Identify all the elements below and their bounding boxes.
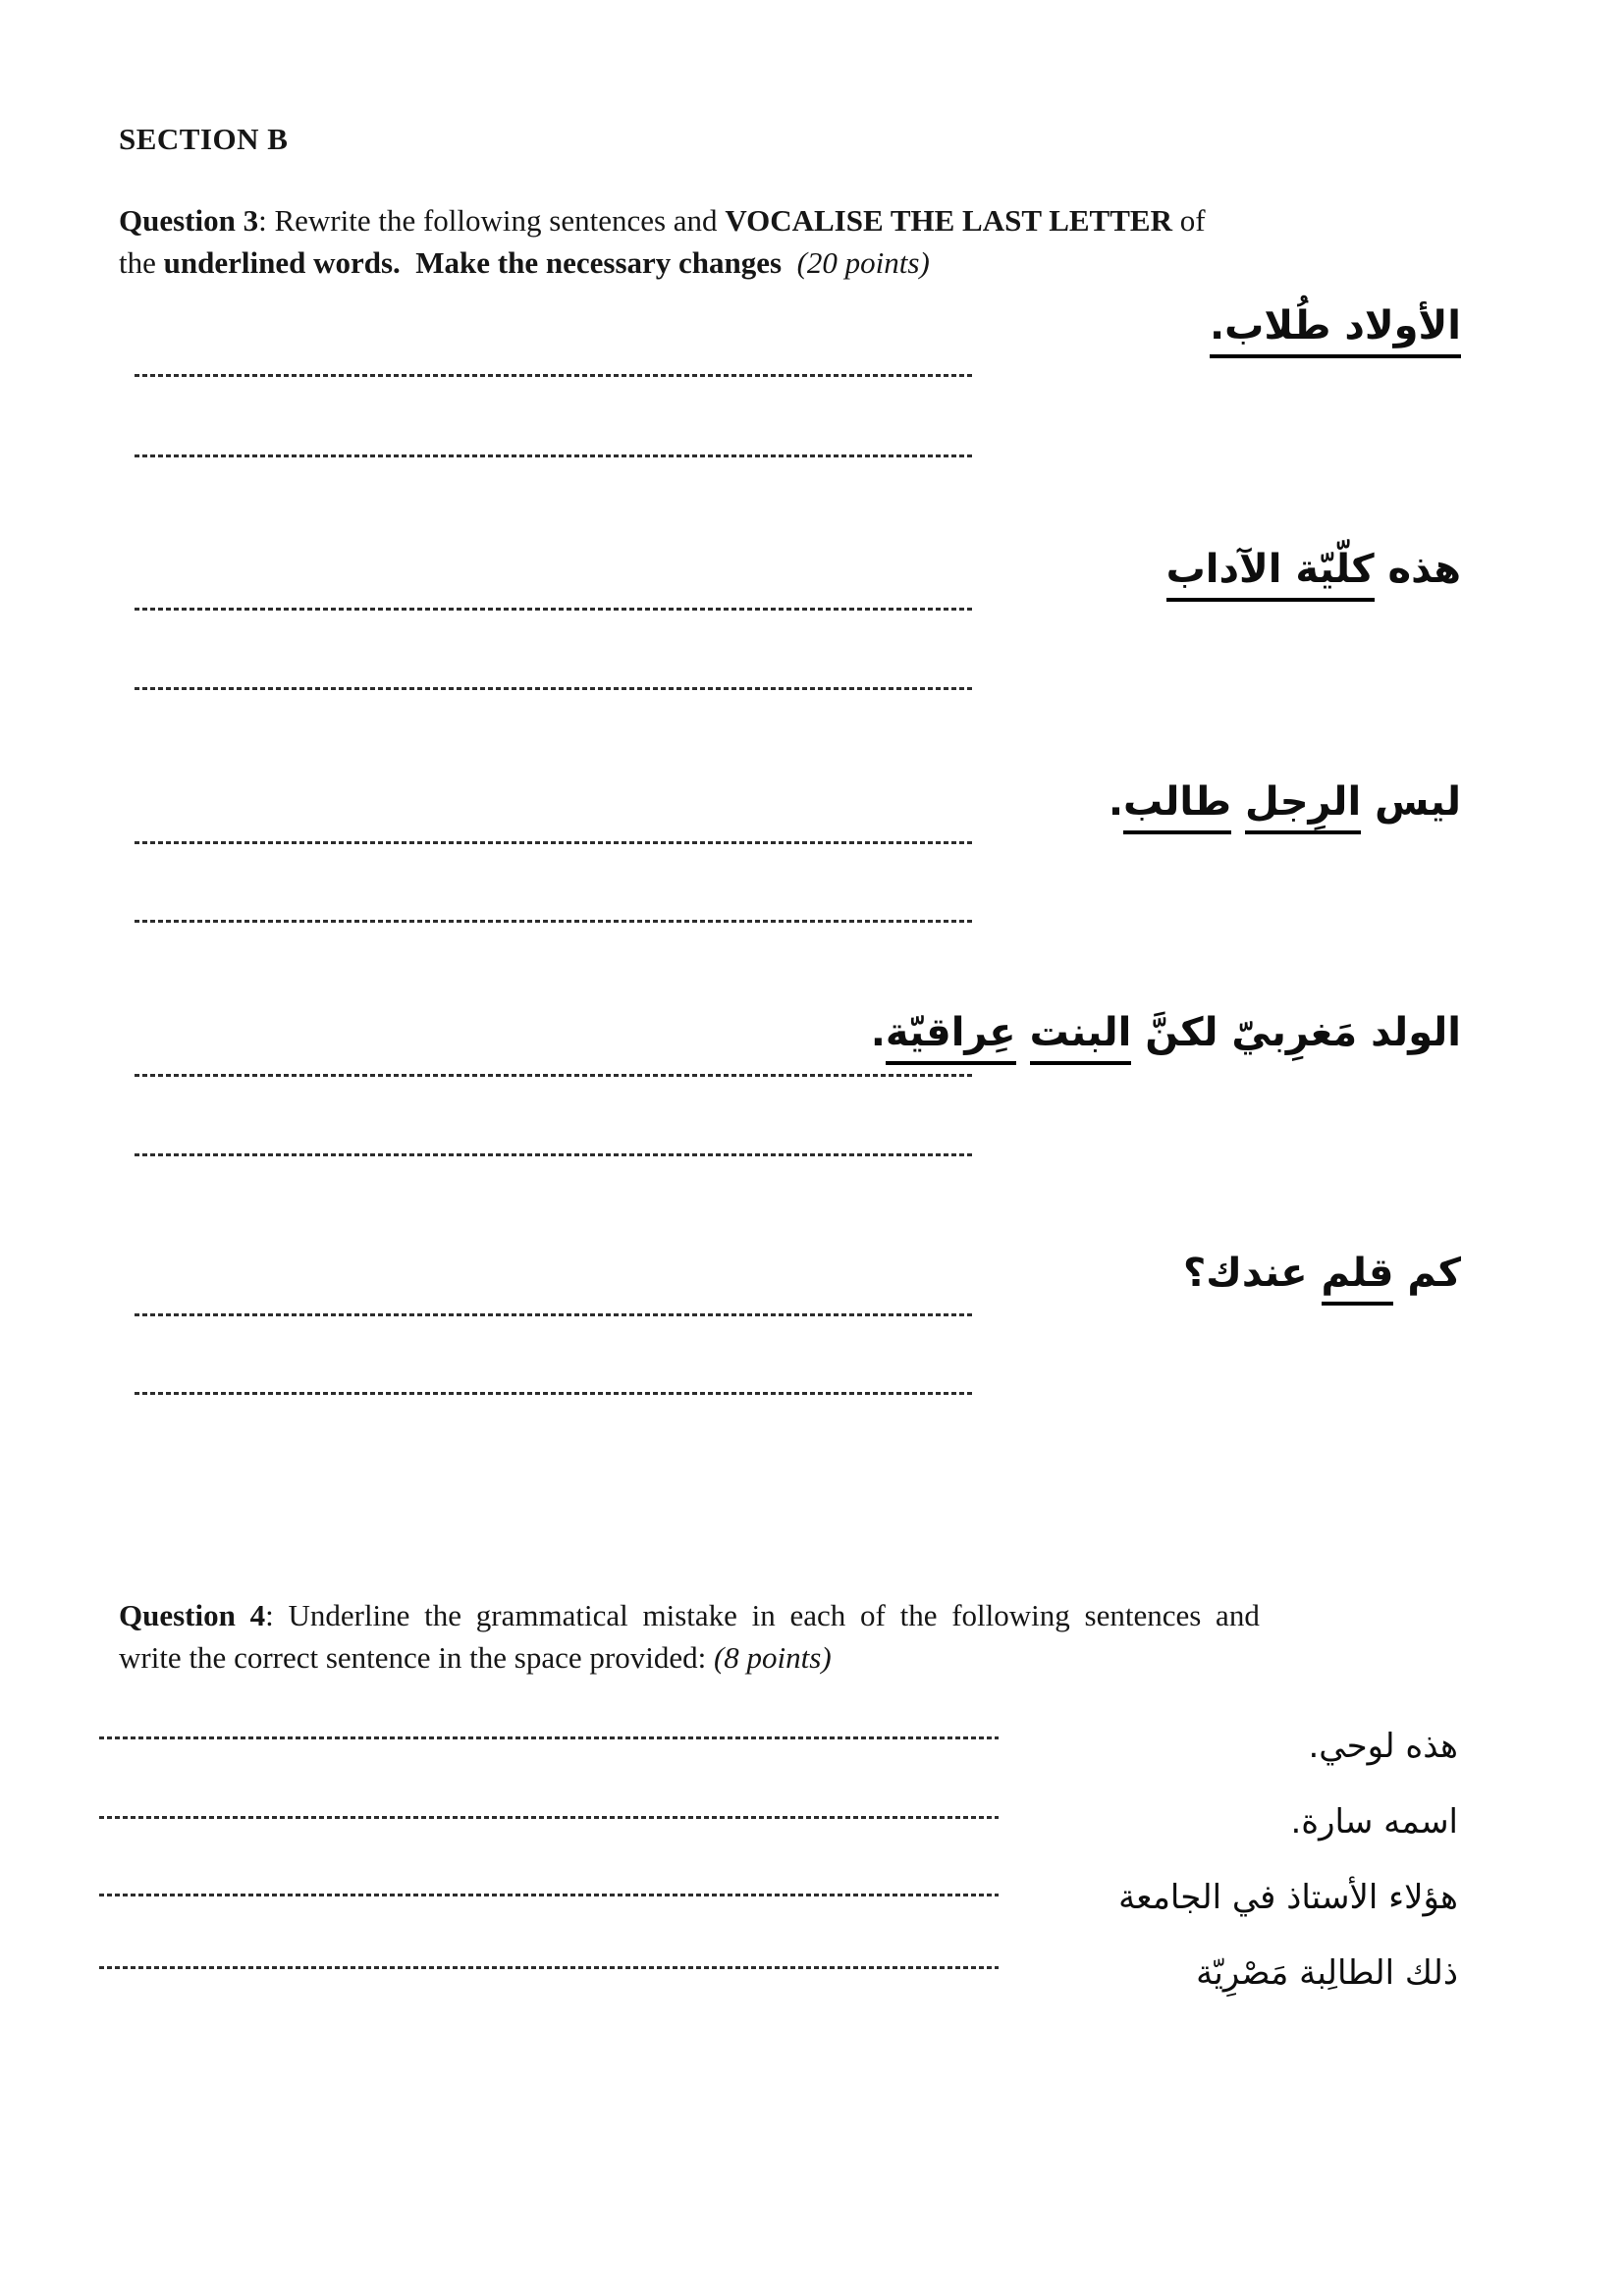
question3-vocalise-emphasis: VOCALISE THE LAST LETTER [725, 203, 1172, 238]
answer-line [135, 454, 974, 457]
q3-s4-underlined: البنت [1030, 1010, 1132, 1065]
q3-s5-underlined: قلم [1322, 1251, 1394, 1306]
q3-s1-underlined: الأولاد طُلاب. [1210, 303, 1461, 358]
q4-sentence-1: هذه لوحي. [1308, 1727, 1458, 1766]
answer-line [135, 841, 974, 844]
question3-line2-head: the [119, 245, 164, 280]
question3-instructions [119, 199, 1459, 284]
q3-sentence-1 [1210, 297, 1461, 354]
q3-s3-underlined: الرِجل [1245, 779, 1361, 834]
q3-sentence-5 [1183, 1245, 1461, 1302]
q3-s4-plain: الولد مَغرِبيّ لكنَّ [1131, 1010, 1461, 1055]
question3-label: Question 3 [119, 203, 259, 238]
section-heading: SECTION B [119, 122, 289, 156]
q3-s4-post: . [870, 1010, 886, 1055]
answer-line [99, 1736, 999, 1739]
question3-line1-tail: of [1171, 203, 1206, 238]
q3-s2-underlined: كلّيّة الآداب [1166, 547, 1375, 602]
question3-spacer [782, 245, 797, 280]
answer-line [135, 920, 974, 923]
q3-s3-plain: ليس [1361, 779, 1461, 825]
question4-intro-text: : Underline the grammatical mistake in each of the following sentences and [265, 1598, 1260, 1632]
q3-s5-mid: عندك؟ [1183, 1251, 1322, 1296]
q3-s4-underlined-2: عِراقيّة [886, 1010, 1016, 1065]
answer-line [135, 1313, 974, 1316]
q3-s4-mid [1016, 1010, 1030, 1055]
question4-instructions [119, 1594, 1459, 1679]
answer-line [99, 1894, 999, 1896]
question4-label: Question 4 [119, 1598, 266, 1632]
q4-sentence-2: اسمه سارة. [1290, 1802, 1458, 1842]
question4-line2: write the correct sentence in the space provided: [119, 1640, 714, 1675]
q3-s5-plain: كم [1393, 1251, 1461, 1296]
answer-line [135, 1074, 974, 1077]
answer-line [135, 374, 974, 377]
question4-points: (8 points) [713, 1640, 832, 1675]
q3-sentence-3 [1109, 774, 1461, 830]
question3-intro-text: : Rewrite the following sentences and [258, 203, 726, 238]
q3-sentence-2 [1166, 541, 1461, 598]
q4-sentence-3: هؤلاء الأستاذ في الجامعة [1118, 1878, 1458, 1917]
q3-s3-underlined-2: طالب [1123, 779, 1231, 834]
q3-s3-mid [1231, 779, 1245, 825]
q3-sentence-4 [871, 1004, 1461, 1061]
q3-s2-plain: هذه [1374, 547, 1461, 592]
answer-line [135, 1392, 974, 1395]
answer-line [135, 608, 974, 611]
question3-points: (20 points) [796, 245, 930, 280]
answer-line [99, 1966, 999, 1969]
answer-line [135, 687, 974, 690]
question3-line2-bold: underlined words. Make the necessary changes [163, 245, 783, 280]
q4-sentence-4: ذلك الطالِبة مَصْرِيّة [1196, 1953, 1458, 1993]
answer-line [135, 1153, 974, 1156]
q3-s3-post: . [1108, 779, 1124, 825]
answer-line [99, 1816, 999, 1819]
